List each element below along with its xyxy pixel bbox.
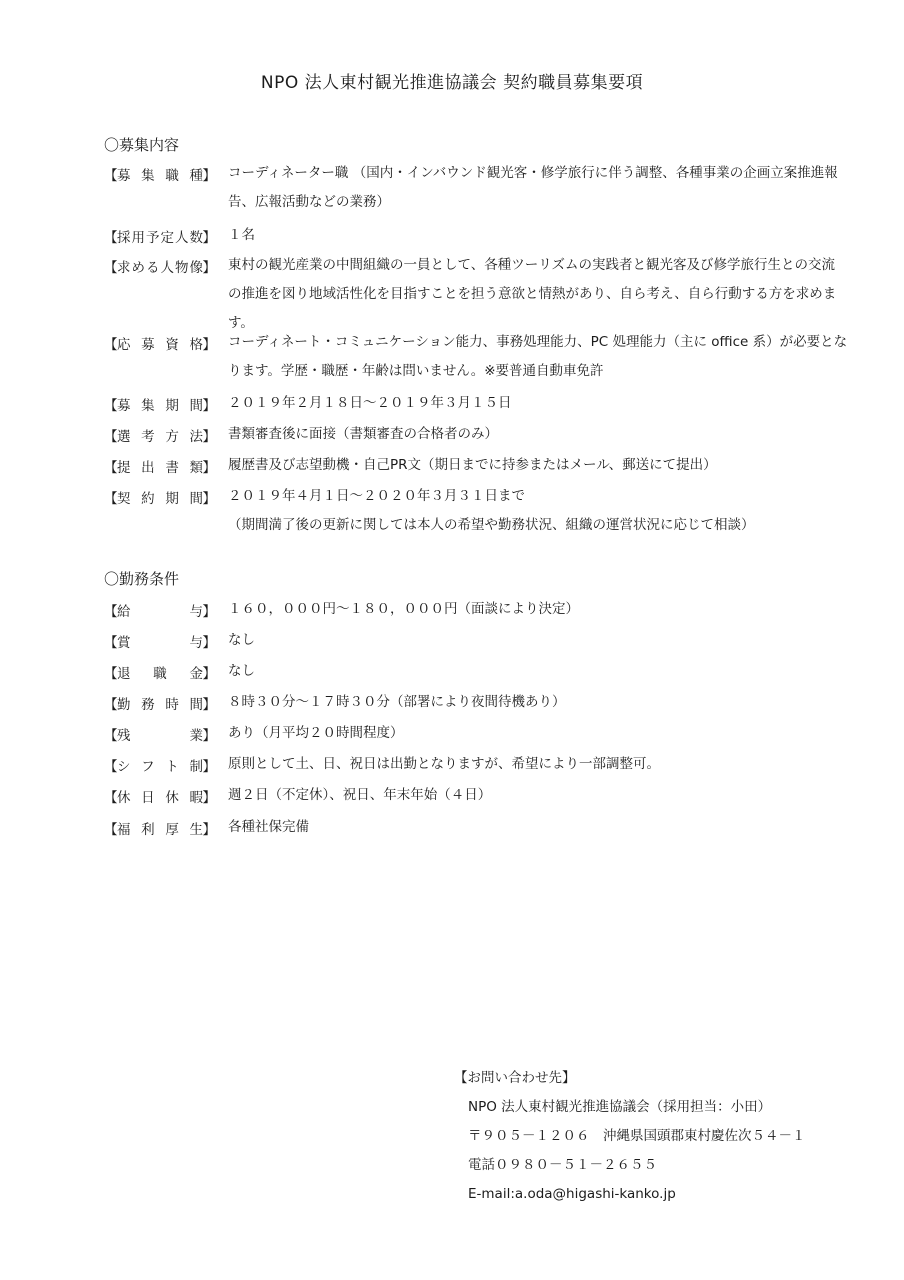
recruitment-value — [228, 389, 854, 418]
recruitment-value-line: す。 — [228, 315, 254, 331]
recruitment-value-line: （期間満了後の更新に関しては本人の希望や勤務状況、組織の運営状況に応じて相談） — [228, 517, 755, 533]
conditions-value — [228, 595, 854, 624]
conditions-label-text: 賞 与 — [117, 635, 203, 651]
recruitment-value-line: コーディネート・コミュニケーション能力、事務処理能力、PC 処理能力（主に office 系）が必要とな — [228, 334, 848, 350]
recruitment-value — [228, 159, 854, 217]
recruitment-value-line: 書類審査後に面接（書類審査の合格者のみ） — [228, 426, 498, 442]
conditions-value — [228, 781, 854, 810]
conditions-label-text: 福 利 厚 生 — [117, 822, 203, 838]
contact-block — [454, 1064, 806, 1209]
contact-heading: 【お問い合わせ先】 — [454, 1070, 576, 1086]
section-heading-recruitment: 〇募集内容 — [104, 136, 180, 154]
recruitment-label: 【 求 め る 人 物 像 】 — [104, 256, 216, 276]
contact-address: 〒９０５－１２０６ 沖縄県国頭郡東村慶佐次５４－１ — [468, 1128, 806, 1144]
conditions-label: 【 休 日 休 暇 】 — [104, 786, 216, 806]
recruitment-label-text: 募 集 職 種 — [117, 168, 203, 184]
conditions-value-line: 週２日（不定休）、祝日、年末年始（４日） — [228, 787, 492, 803]
recruitment-label-text: 選 考 方 法 — [117, 429, 203, 445]
conditions-value — [228, 626, 854, 655]
recruitment-label-text: 契 約 期 間 — [117, 491, 203, 507]
recruitment-value-line: 履歴書及び志望動機・自己PR文（期日までに持参またはメール、郵送にて提出） — [228, 457, 717, 473]
recruitment-label-text: 採 用 予 定 人 数 — [117, 230, 203, 246]
recruitment-value-line: ２０１９年２月１８日～２０１９年３月１５日 — [228, 395, 512, 411]
conditions-label-text: 残 業 — [117, 728, 203, 744]
conditions-label-text: 休 日 休 暇 — [117, 790, 203, 806]
conditions-label: 【 退 職 金 】 — [104, 662, 216, 682]
recruitment-label-text: 求 め る 人 物 像 — [117, 260, 203, 276]
section-heading-conditions: 〇勤務条件 — [104, 570, 180, 588]
conditions-label-text: 勤 務 時 間 — [117, 697, 203, 713]
recruitment-label: 【 応 募 資 格 】 — [104, 333, 216, 353]
recruitment-label: 【 選 考 方 法 】 — [104, 425, 216, 445]
recruitment-label: 【 募 集 期 間 】 — [104, 394, 216, 414]
recruitment-label: 【 採 用 予 定 人 数 】 — [104, 226, 216, 246]
contact-email: E-mail:a.oda@higashi-kanko.jp — [468, 1186, 676, 1202]
recruitment-label: 【 提 出 書 類 】 — [104, 456, 216, 476]
conditions-value — [228, 719, 854, 748]
recruitment-value-line: の推進を図り地域活性化を目指すことを担う意欲と情熱があり、自ら考え、自ら行動する方を求めま — [228, 286, 837, 302]
recruitment-value — [228, 221, 854, 250]
document-title: NPO 法人東村観光推進協議会 契約職員募集要項 — [260, 73, 644, 93]
recruitment-value-line: 東村の観光産業の中間組織の一員として、各種ツーリズムの実践者と観光客及び修学旅行生との交流 — [228, 257, 835, 273]
conditions-value-line: ８時３０分～１７時３０分（部署により夜間待機あり） — [228, 694, 566, 710]
recruitment-label-text: 応 募 資 格 — [117, 337, 203, 353]
conditions-value-line: 原則として土、日、祝日は出勤となりますが、希望により一部調整可。 — [228, 756, 660, 772]
conditions-value-line: あり（月平均２０時間程度） — [228, 725, 404, 741]
recruitment-label-text: 募 集 期 間 — [117, 398, 203, 414]
conditions-label: 【 残 業 】 — [104, 724, 216, 744]
recruitment-label: 【 募 集 職 種 】 — [104, 164, 216, 184]
conditions-value — [228, 688, 854, 717]
recruitment-value-line: １名 — [228, 227, 255, 243]
conditions-label-text: 給 与 — [117, 604, 203, 620]
contact-phone: 電話０９８０－５１－２６５５ — [468, 1157, 657, 1173]
conditions-label: 【 給 与 】 — [104, 600, 216, 620]
conditions-value — [228, 657, 854, 686]
recruitment-value — [228, 420, 854, 449]
conditions-label-text: シ フ ト 制 — [117, 759, 203, 775]
recruitment-value-line: ２０１９年４月１日～２０２０年３月３１日まで — [228, 488, 525, 504]
conditions-value — [228, 750, 854, 779]
conditions-label: 【 賞 与 】 — [104, 631, 216, 651]
conditions-value-line: 各種社保完備 — [228, 819, 309, 835]
recruitment-label-text: 提 出 書 類 — [117, 460, 203, 476]
conditions-label: 【 勤 務 時 間 】 — [104, 693, 216, 713]
conditions-label: 【 シ フ ト 制 】 — [104, 755, 216, 775]
conditions-label: 【 福 利 厚 生 】 — [104, 818, 216, 838]
recruitment-value-line: 告、広報活動などの業務） — [228, 194, 390, 210]
recruitment-value — [228, 251, 854, 338]
conditions-value-line: なし — [228, 632, 255, 648]
recruitment-value — [228, 482, 854, 540]
recruitment-value-line: ります。学歴・職歴・年齢は問いません。※要普通自動車免許 — [228, 363, 604, 379]
recruitment-label: 【 契 約 期 間 】 — [104, 487, 216, 507]
recruitment-value — [228, 451, 854, 480]
recruitment-value-line: コーディネーター職 （国内・インバウンド観光客・修学旅行に伴う調整、各種事業の企画立案推進報 — [228, 165, 838, 181]
conditions-value-line: なし — [228, 663, 255, 679]
contact-organization: NPO 法人東村観光推進協議会（採用担当：小田） — [468, 1099, 772, 1115]
conditions-label-text: 退 職 金 — [117, 666, 203, 682]
recruitment-value — [228, 328, 854, 386]
conditions-value-line: １６０，０００円～１８０，０００円（面談により決定） — [228, 601, 579, 617]
conditions-value — [228, 813, 854, 842]
